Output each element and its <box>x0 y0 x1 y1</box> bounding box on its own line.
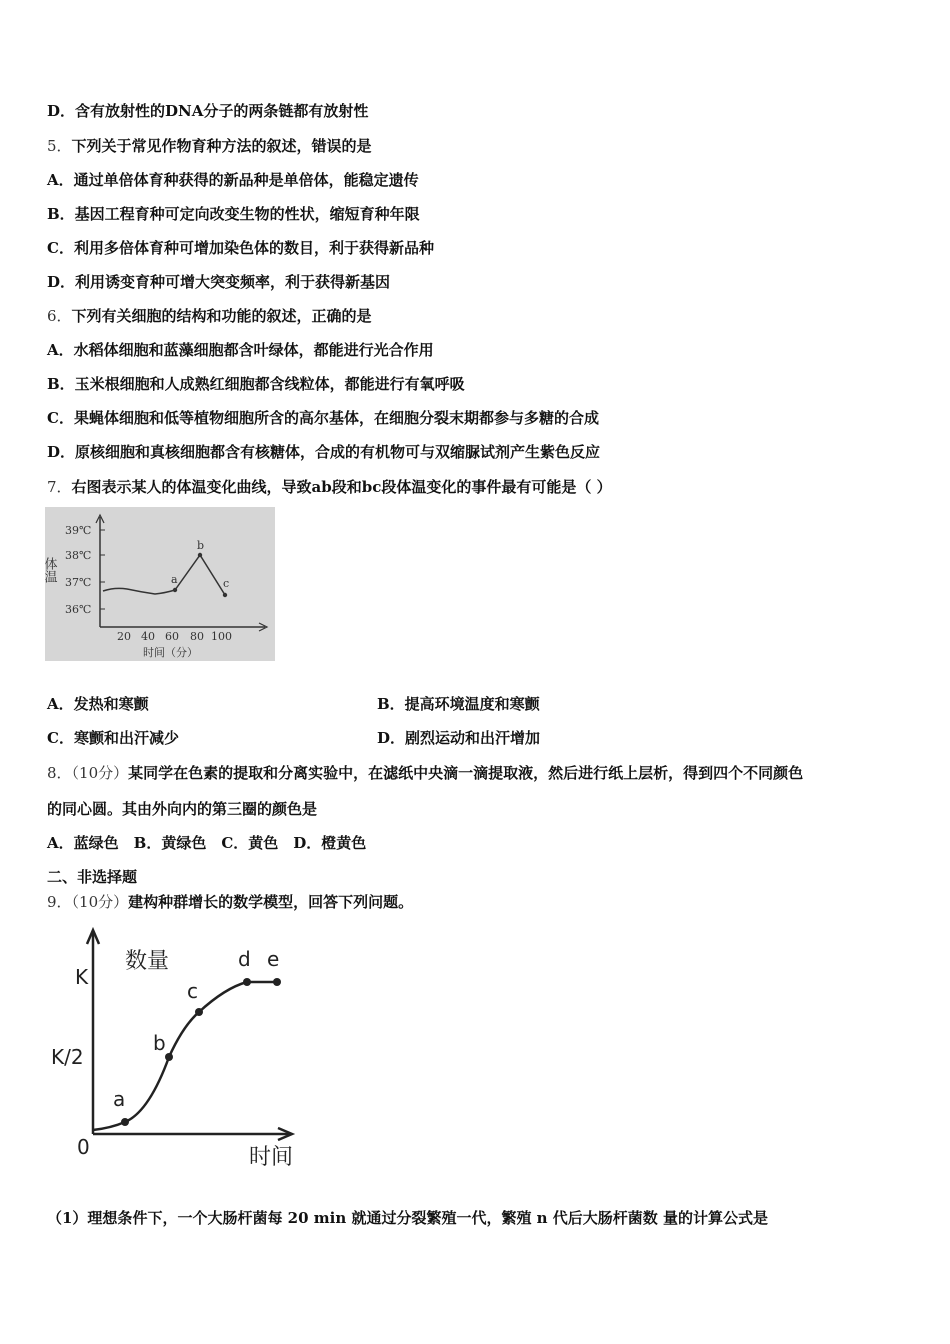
q7-option-d: D．剧烈运动和出汗增加 <box>377 729 541 747</box>
x-tick-40: 40 <box>141 630 155 643</box>
question-9 <box>47 892 413 912</box>
x-tick-20: 20 <box>117 630 131 643</box>
q4-option-d: D．含有放射性的DNA分子的两条链都有放射性 <box>47 102 369 120</box>
point-c <box>223 593 227 597</box>
point-c-label: c <box>223 577 230 590</box>
y-tick-36: 36℃ <box>65 603 92 616</box>
q9-subquestion-1: （1）理想条件下，一个大肠杆菌每 20 min 就通过分裂繁殖一代，繁殖 n 代后大肠杆菌数 量的计算公式是 <box>47 1209 769 1227</box>
point-c <box>195 1008 203 1016</box>
question-stem: 某同学在色素的提取和分离实验中，在滤纸中央滴一滴提取液，然后进行纸上层析，得到四个不同颜色 <box>128 764 804 782</box>
question-stem: 下列关于常见作物育种方法的叙述，错误的是 <box>71 137 372 155</box>
point-b <box>198 553 202 557</box>
q6-option-d: D．原核细胞和真核细胞都含有核糖体，合成的有机物可与双缩脲试剂产生紫色反应 <box>47 443 601 461</box>
point-b-label: b <box>153 1031 166 1055</box>
q5-option-c: C．利用多倍体育种可增加染色体的数目，利于获得新品种 <box>47 239 434 257</box>
question-8 <box>47 763 803 783</box>
question-number: 9．（10分） <box>47 893 129 911</box>
q5-option-d: D．利用诱变育种可增大突变频率，利于获得新基因 <box>47 273 391 291</box>
question-number: 7． <box>47 478 72 496</box>
point-d <box>243 978 251 986</box>
point-a-label: a <box>171 573 178 586</box>
q6-option-b: B．玉米根细胞和人成熟红细胞都含线粒体，都能进行有氧呼吸 <box>47 375 465 393</box>
y-axis-label: 体温 <box>41 557 57 583</box>
q6-option-c: C．果蝇体细胞和低等植物细胞所含的高尔基体，在细胞分裂末期都参与多糖的合成 <box>47 409 599 427</box>
point-d-label: d <box>238 947 251 971</box>
question-7 <box>47 477 612 497</box>
q5-option-b: B．基因工程育种可定向改变生物的性状，缩短育种年限 <box>47 205 420 223</box>
x-tick-100: 100 <box>211 630 232 643</box>
question-6 <box>47 306 372 326</box>
q6-option-a: A．水稻体细胞和蓝藻细胞都含叶绿体，都能进行光合作用 <box>47 341 434 359</box>
point-e-label: e <box>267 947 280 971</box>
q7-option-c: C．寒颤和出汗减少 <box>47 729 179 747</box>
y-tick-39: 39℃ <box>65 524 92 537</box>
point-a-label: a <box>113 1087 126 1111</box>
question-number: 5． <box>47 137 72 155</box>
x-tick-60: 60 <box>165 630 179 643</box>
point-a <box>173 588 177 592</box>
y-axis-label: 数量 <box>125 949 170 974</box>
point-a <box>121 1118 129 1126</box>
y-tick-k: K <box>75 965 89 989</box>
question-stem: 右图表示某人的体温变化曲线，导致ab段和bc段体温变化的事件最有可能是（ ） <box>71 478 612 496</box>
q5-option-a: A．通过单倍体育种获得的新品种是单倍体，能稳定遗传 <box>47 171 419 189</box>
point-c-label: c <box>187 979 198 1003</box>
population-growth-figure <box>45 922 315 1177</box>
y-tick-38: 38℃ <box>65 549 92 562</box>
section-heading: 二、非选择题 <box>47 868 138 886</box>
origin-label: 0 <box>77 1135 90 1159</box>
question-stem: 下列有关细胞的结构和功能的叙述，正确的是 <box>71 307 372 325</box>
question-8-continued: 的同心圆。其由外向内的第三圈的颜色是 <box>47 800 318 818</box>
question-stem: 建构种群增长的数学模型，回答下列问题。 <box>128 893 414 911</box>
point-b-label: b <box>197 539 205 552</box>
y-tick-k-half: K/2 <box>51 1045 84 1069</box>
temperature-curve <box>103 555 225 595</box>
x-axis-label: 时间（分） <box>143 646 198 659</box>
y-tick-37: 37℃ <box>65 576 92 589</box>
question-number: 6． <box>47 307 72 325</box>
body-temperature-figure <box>41 507 275 661</box>
q7-option-a: A．发热和寒颤 <box>47 695 149 713</box>
question-number: 8．（10分） <box>47 764 129 782</box>
point-b <box>165 1053 173 1061</box>
q8-options: A．蓝绿色 B．黄绿色 C．黄色 D．橙黄色 <box>47 834 367 852</box>
question-5 <box>47 136 372 156</box>
x-axis-label: 时间 <box>249 1145 294 1170</box>
x-tick-80: 80 <box>190 630 204 643</box>
q7-option-b: B．提高环境温度和寒颤 <box>377 695 540 713</box>
point-e <box>273 978 281 986</box>
